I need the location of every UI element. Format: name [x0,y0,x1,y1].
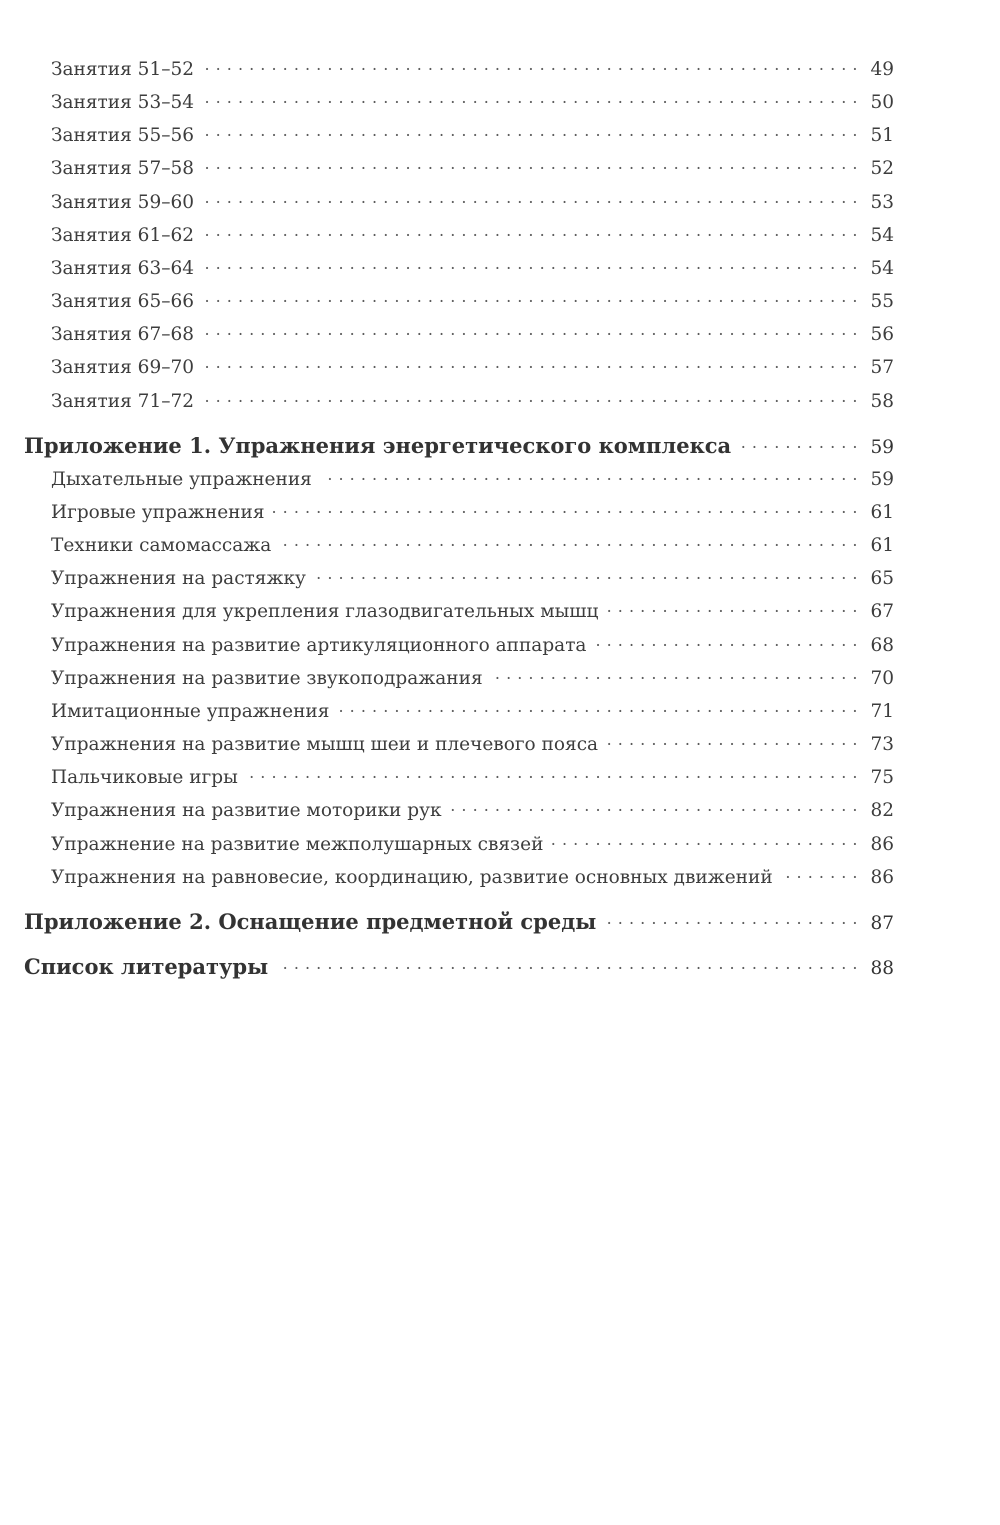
toc-entry[interactable] [51,728,894,761]
toc-entry-title: Техники самомассажа [51,535,272,556]
toc-entry-title: Занятия 71–72 [51,391,195,412]
toc-entry-page: 57 [870,357,894,378]
toc-entry-page: 71 [870,701,894,722]
toc-entry[interactable] [51,828,894,861]
leader-dots [320,467,858,486]
leader-dots [279,533,858,552]
toc-entry-title: Упражнения на развитие артикуляционного аппарата [51,635,587,656]
toc-entry-page: 68 [870,635,894,656]
toc-entry-title: Упражнения на равновесие, координацию, развитие основных движений [51,867,773,888]
leader-dots [202,389,858,408]
toc-entry-page: 86 [870,867,894,888]
toc-entry[interactable] [51,629,894,662]
toc-entry[interactable] [51,152,894,185]
toc-section-title: Приложение 2. Оснащение предметной среды [24,909,597,934]
toc-entry[interactable] [51,529,894,562]
toc-entry-page: 65 [870,568,894,589]
toc-entry[interactable] [51,562,894,595]
toc-entry-page: 61 [870,502,894,523]
toc-section-page: 59 [870,437,894,458]
toc-entry[interactable] [51,318,894,351]
leader-dots [450,798,858,817]
leader-dots [202,90,858,109]
toc-entry-title: Занятия 63–64 [51,258,195,279]
leader-dots [606,599,858,618]
toc-entry-title: Занятия 65–66 [51,291,195,312]
leader-dots [781,865,858,884]
toc-entry-page: 58 [870,391,894,412]
toc-entry-page: 70 [870,668,894,689]
toc-entry[interactable] [51,662,894,695]
toc-entry-page: 82 [870,800,894,821]
toc-entry-title: Упражнения на развитие звукоподражания [51,668,483,689]
toc-entry[interactable] [51,351,894,384]
toc-entry-page: 51 [870,125,894,146]
toc-entry[interactable] [51,496,894,529]
leader-dots [202,322,858,341]
toc-entry-title: Упражнения на развитие мышц шеи и плечевого пояса [51,734,599,755]
leader-dots [246,765,858,784]
leader-dots [202,223,858,242]
toc-entry-title: Занятия 69–70 [51,357,195,378]
toc-entry-title: Упражнения для укрепления глазодвигательных мышц [51,601,599,622]
toc-entry[interactable] [51,285,894,318]
leader-dots [551,832,858,851]
toc-entry-title: Имитационные упражнения [51,701,330,722]
toc-entry-title: Игровые упражнения [51,502,265,523]
toc-entry-title: Занятия 61–62 [51,225,195,246]
leader-dots [202,156,858,175]
leader-dots [337,699,858,718]
toc-entry[interactable] [51,119,894,152]
leader-dots [314,566,858,585]
toc-entry[interactable] [51,186,894,219]
toc-entry[interactable] [51,86,894,119]
toc-section-page: 87 [870,913,894,934]
toc-entry-page: 56 [870,324,894,345]
toc-entry[interactable] [51,761,894,794]
toc-entry-title: Занятия 67–68 [51,324,195,345]
toc-entry-title: Занятия 57–58 [51,158,195,179]
leader-dots [202,123,858,142]
toc-entry-title: Занятия 53–54 [51,92,195,113]
toc-entry-page: 49 [870,59,894,80]
toc-section-appendix-2[interactable] [24,905,894,939]
leader-dots [604,908,858,929]
toc-section-title: Список литературы [24,954,269,979]
toc-entry-page: 75 [870,767,894,788]
leader-dots [594,633,858,652]
toc-entry-title: Упражнение на развитие межполушарных связей [51,834,544,855]
toc-entry-page: 67 [870,601,894,622]
toc-entry[interactable] [51,695,894,728]
leader-dots [739,432,858,453]
leader-dots [202,256,858,275]
toc-section-title: Приложение 1. Упражнения энергетического комплекса [24,433,732,458]
leader-dots [273,500,859,519]
toc-entry[interactable] [51,861,894,894]
toc-section-page: 88 [870,958,894,979]
toc-entry-page: 86 [870,834,894,855]
leader-dots [202,57,858,76]
leader-dots [202,355,858,374]
toc-entry[interactable] [51,595,894,628]
toc-entry[interactable] [51,794,894,827]
toc-entry-page: 73 [870,734,894,755]
toc-entry[interactable] [51,252,894,285]
toc-entry-page: 52 [870,158,894,179]
toc-entry-page: 50 [870,92,894,113]
toc-entry-page: 54 [870,225,894,246]
leader-dots [202,289,858,308]
toc-entry-title: Упражнения на развитие моторики рук [51,800,442,821]
toc-entry[interactable] [51,53,894,86]
leader-dots [606,732,858,751]
toc-entry-title: Занятия 59–60 [51,192,195,213]
toc-entry-title: Занятия 51–52 [51,59,195,80]
leader-dots [202,190,858,209]
toc-entry-title: Занятия 55–56 [51,125,195,146]
toc-section-references[interactable] [24,950,894,984]
toc-entry[interactable] [51,219,894,252]
toc-entry-page: 55 [870,291,894,312]
leader-dots [491,666,858,685]
toc-entry-title: Пальчиковые игры [51,767,238,788]
toc-entry-page: 59 [870,469,894,490]
toc-entry-title: Упражнения на растяжку [51,568,306,589]
toc-entry-page: 61 [870,535,894,556]
toc-section-appendix-1[interactable] [24,429,894,463]
toc-entry[interactable] [51,463,894,496]
leader-dots [276,953,858,974]
toc-entry-page: 53 [870,192,894,213]
toc-entry[interactable] [51,385,894,418]
toc-entry-title: Дыхательные упражнения [51,469,312,490]
toc-entry-page: 54 [870,258,894,279]
